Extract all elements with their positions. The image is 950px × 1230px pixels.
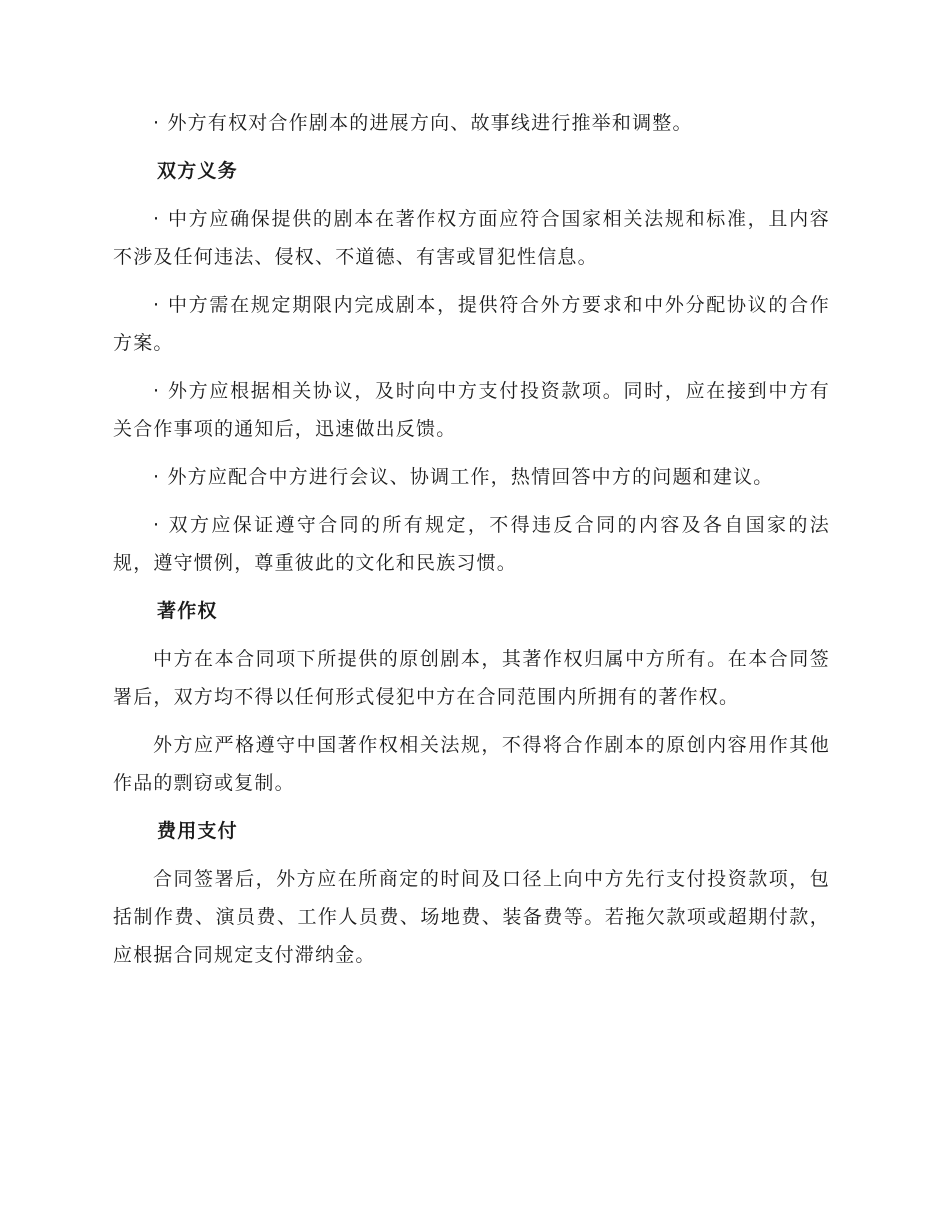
paragraph-copyright-ownership: 中方在本合同项下所提供的原创剧本，其著作权归属中方所有。在本合同签署后，双方均不得以任何形式侵犯中方在合同范围内所拥有的著作权。: [113, 648, 830, 708]
paragraph-obligation-cooperation: · 外方应配合中方进行会议、协调工作，热情回答中方的问题和建议。: [153, 466, 774, 488]
paragraph-obligation-deadline: · 中方需在规定期限内完成剧本，提供符合外方要求和中外分配协议的合作方案。: [113, 294, 830, 354]
paragraph-rights-foreign: · 外方有权对合作剧本的进展方向、故事线进行推举和调整。: [153, 112, 693, 134]
paragraph-obligation-copyright: · 中方应确保提供的剧本在著作权方面应符合国家相关法规和标准，且内容不涉及任何违法、侵权、不道德、有害或冒犯性信息。: [113, 208, 830, 268]
paragraph-copyright-plagiarism: 外方应严格遵守中国著作权相关法规，不得将合作剧本的原创内容用作其他作品的剽窃或复制。: [113, 734, 830, 794]
paragraph-fee-payment: 合同签署后，外方应在所商定的时间及口径上向中方先行支付投资款项，包括制作费、演员费、工作人员费、场地费、装备费等。若拖欠款项或超期付款，应根据合同规定支付滞纳金。: [113, 868, 830, 966]
heading-fee-payment: 费用支付: [157, 820, 238, 842]
heading-copyright: 著作权: [157, 600, 218, 622]
paragraph-obligation-payment: · 外方应根据相关协议，及时向中方支付投资款项。同时，应在接到中方有关合作事项的通知后，迅速做出反馈。: [113, 380, 830, 440]
heading-mutual-obligations: 双方义务: [157, 160, 238, 182]
paragraph-obligation-compliance: · 双方应保证遵守合同的所有规定，不得违反合同的内容及各自国家的法规，遵守惯例，尊重彼此的文化和民族习惯。: [113, 514, 830, 574]
document-page: [113, 104, 830, 984]
